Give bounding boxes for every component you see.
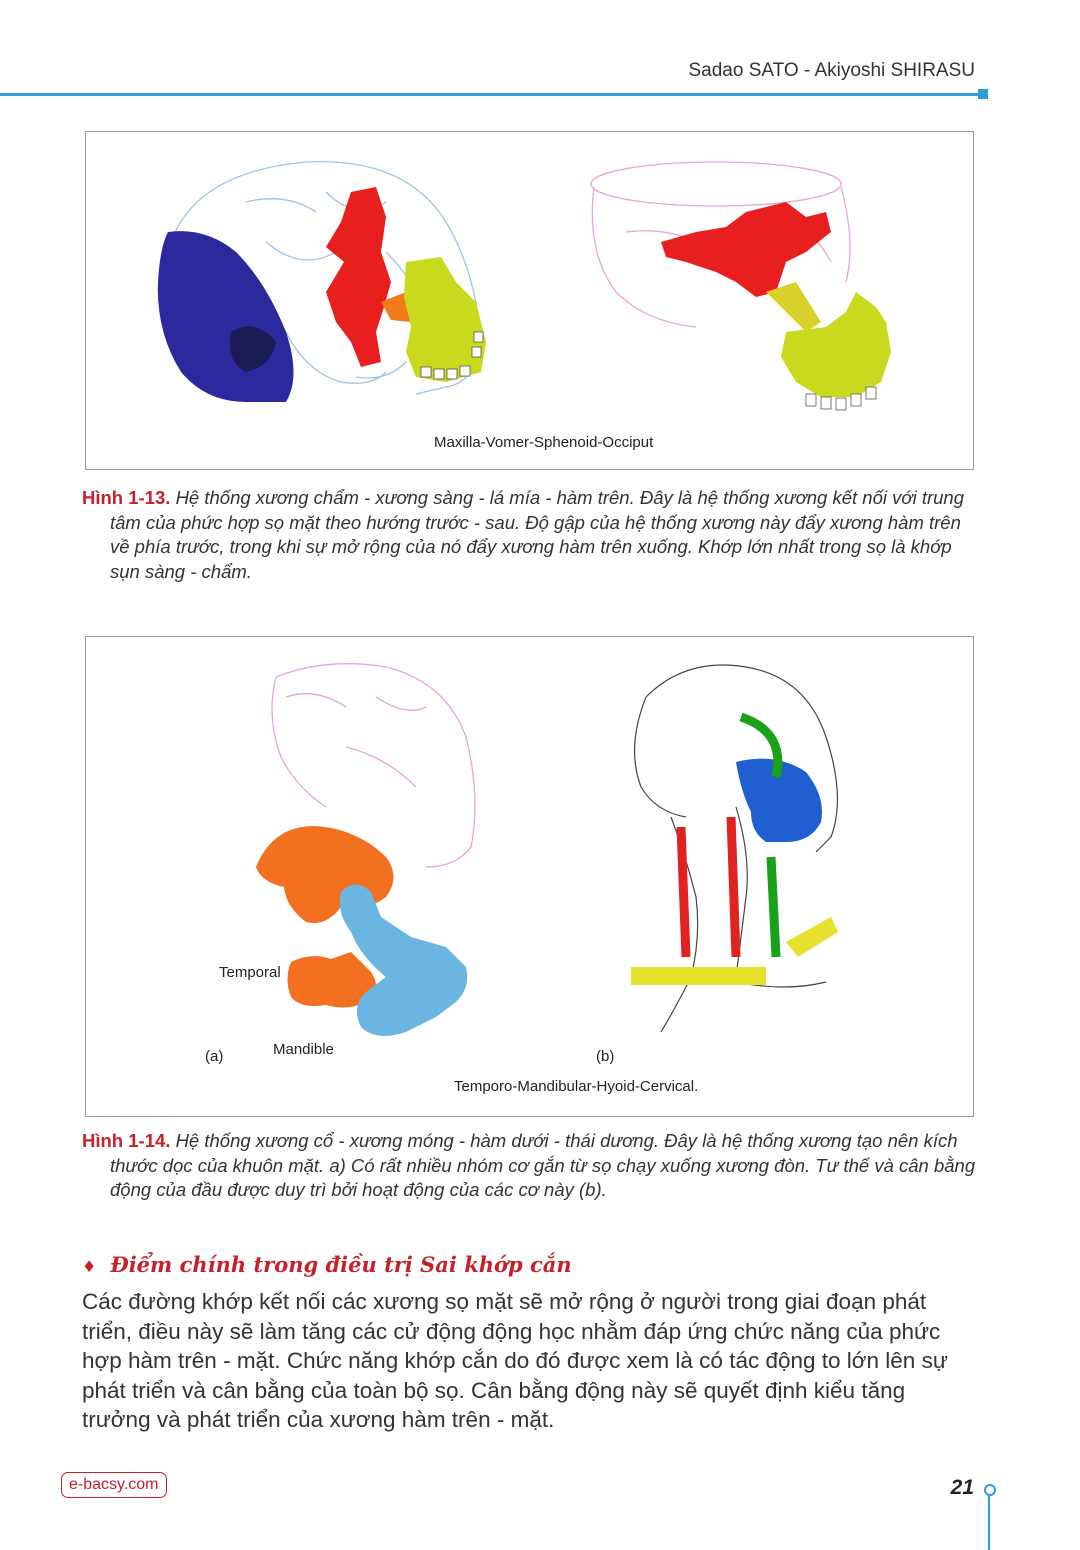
page-marker-line [988,1494,990,1550]
label-panel-a: (a) [205,1048,224,1065]
figure-1-14 [85,636,974,1117]
label-temporal: Temporal [219,964,281,981]
figure-1-13 [85,131,974,470]
figure-1-14-label: Temporo-Mandibular-Hyoid-Cervical. [454,1078,699,1095]
section-title-text: Điểm chính trong điều trị Sai khớp cắn [110,1252,572,1277]
sphenoid-shape [326,187,391,367]
header-author: Sadao SATO - Akiyoshi SHIRASU [688,60,975,81]
figure-1-13-label: Maxilla-Vomer-Sphenoid-Occiput [434,434,654,451]
label-mandible: Mandible [273,1041,334,1058]
site-badge[interactable]: e-bacsy.com [61,1472,167,1498]
occiput-shape [158,231,294,402]
page-marker-icon [984,1484,996,1496]
figure-1-14-caption-number: Hình 1-14. [82,1130,171,1151]
section-title [82,1252,572,1277]
page-number: 21 [950,1476,974,1499]
figure-1-13-illustration [86,132,973,469]
maxilla-shape [404,257,486,382]
label-panel-b: (b) [596,1048,615,1065]
figure-1-14-illustration [86,637,973,1116]
header-square [978,89,988,99]
header-rule [0,93,980,96]
body-paragraph: Các đường khớp kết nối các xương sọ mặt sẽ mở rộng ở người trong giai đoạn phát triển, điều này sẽ làm tăng các cử động động học nhằm đáp ứng chức năng của phức hợp hàm trên - mặt. Chức năng khớp cắn do đó được xem là có tác động to lớn lên sự phát triển và cân bằng của toàn bộ sọ. Cân bằng động này sẽ quyết định kiểu tăng trưởng và phát triển của xương hàm trên - mặt. [82,1289,948,1432]
figure-1-13-caption-text: Hệ thống xương chẩm - xương sàng - lá mía - hàm trên. Đây là hệ thống xương kết nối với trung tâm của phức hợp sọ mặt theo hướng trước - sau. Độ gập của hệ thống xương này đẩy xương hàm trên về phía trước, trong khi sự mở rộng của nó đẩy xương hàm trên xuống. Khớp lớn nhất trong sọ là khớp sụn sàng - chẩm. [110,487,964,582]
diamond-bullet-icon: ♦ [82,1257,97,1276]
figure-1-13-caption-number: Hình 1-13. [82,487,171,508]
figure-1-13-caption [82,486,978,584]
figure-1-14-caption [82,1129,978,1203]
figure-1-14-caption-text: Hệ thống xương cổ - xương móng - hàm dưới - thái dương. Đây là hệ thống xương tạo nên kích thước dọc của khuôn mặt. a) Có rất nhiều nhóm cơ gắn từ sọ chạy xuống xương đòn. Tư thế và cân bằng động của đầu được duy trì bởi hoạt động của các cơ này (b). [110,1130,976,1200]
